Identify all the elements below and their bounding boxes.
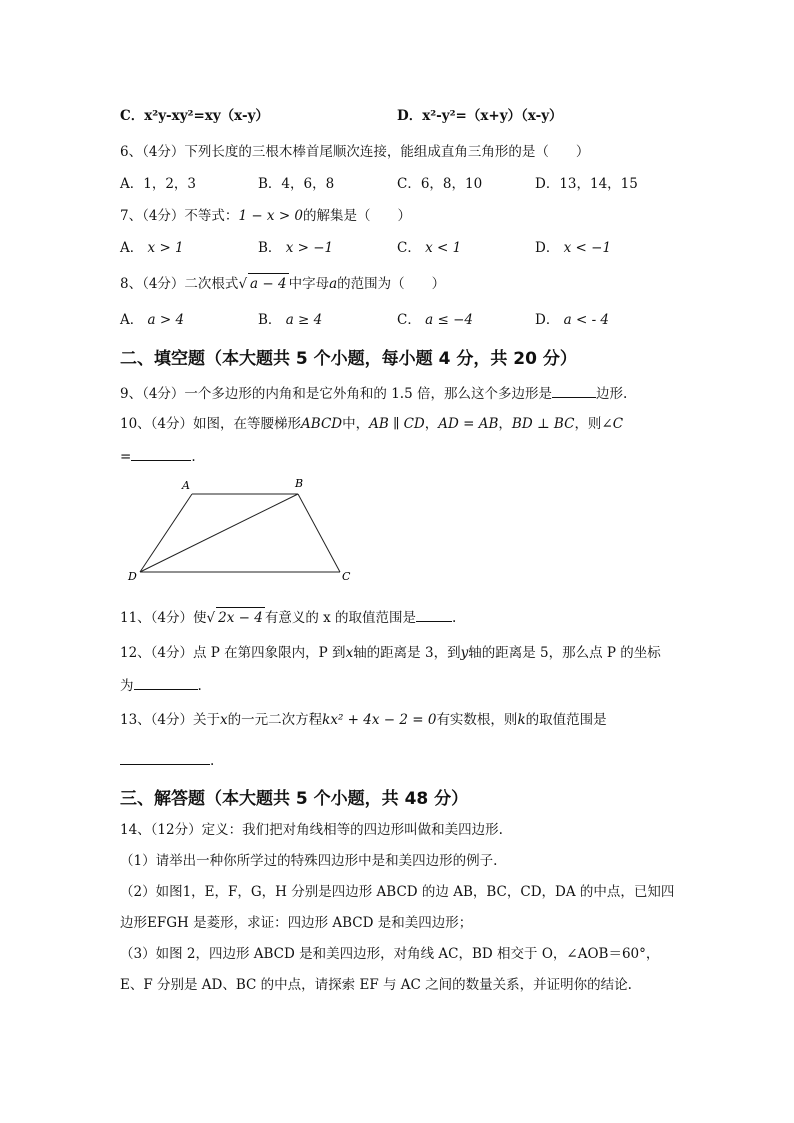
q13-stem [120, 710, 607, 730]
q13-mid2: 有实数根，则 [436, 712, 518, 728]
q8-stem-var: a [329, 276, 338, 292]
q9-stem-suffix: 边形. [595, 386, 628, 402]
q10-answer-blank[interactable] [131, 446, 191, 461]
q10-equals: = [120, 449, 132, 465]
section-heading-solutions: 三、解答题（本大题共 5 个小题，共 48 分） [120, 789, 469, 809]
q7-option-a-label: A． [120, 240, 144, 256]
q7-option-c [397, 238, 461, 258]
q13-mid: 的一元二次方程 [227, 712, 323, 728]
q12-var-y: y [460, 645, 469, 661]
q12-stem-line1 [120, 643, 661, 663]
q8-option-d-math: a < - 4 [563, 312, 610, 328]
segment-bc [298, 494, 340, 572]
q6-option-c: C．6，8，10 [397, 176, 483, 192]
q7-option-a-math: x > 1 [147, 240, 184, 256]
q8-option-b [258, 310, 322, 330]
trapezoid-figure [122, 474, 362, 589]
q8-option-d [535, 310, 609, 330]
q11-stem-suffix: 有意义的 x 的取值范围是 [264, 610, 417, 626]
q8-option-a [120, 310, 184, 330]
q10-target-angle: ∠C [601, 416, 624, 432]
q5-option-c: C．x²y-xy²=xy（x-y） [120, 108, 269, 124]
q6-option-d: D．13，14，15 [535, 176, 638, 192]
segment-da [140, 494, 192, 572]
q12-text-a: 12、（4分）点 P 在第四象限内，P 到 [120, 645, 346, 661]
q10-sep-3: ，则 [574, 416, 602, 432]
q11-radicand: 2x − 4 [216, 607, 265, 628]
q8-stem [120, 273, 445, 294]
q7-option-b-label: B． [258, 240, 282, 256]
q13-var-k: k [517, 712, 526, 728]
q10-condition-parallel: AB ∥ CD [369, 416, 425, 432]
q7-option-c-math: x < 1 [425, 240, 462, 256]
q9-stem-prefix: 9、（4分）一个多边形的内角和是它外角和的 1.5 倍，那么这个多边形是 [120, 386, 552, 402]
q7-option-d [535, 238, 611, 258]
q10-end: . [191, 449, 196, 465]
q8-option-b-math: a ≥ 4 [285, 312, 323, 328]
q12-end: . [197, 678, 202, 694]
q12-text-c: 轴的距离是 5，那么点 P 的坐标 [468, 645, 661, 661]
q14-part2-line1: （2）如图1，E，F，G，H 分别是四边形 ABCD 的边 AB，BC，CD，DA 的中点，已知四 [120, 884, 675, 900]
radical-sign-icon: √ [206, 610, 216, 626]
q8-option-a-label: A． [120, 312, 144, 328]
radical-sign-icon: √ [238, 276, 248, 292]
q10-sep-2: ， [498, 416, 512, 432]
q13-equation: kx² + 4x − 2 = 0 [322, 712, 437, 728]
q11-end: . [452, 610, 457, 626]
q14-stem: 14、（12分）定义：我们把对角线相等的四边形叫做和美四边形. [120, 822, 503, 838]
q9-stem [120, 383, 627, 404]
q14-part1: （1）请举出一种你所学过的特殊四边形中是和美四边形的例子. [120, 853, 498, 869]
q12-var-x: x [345, 645, 354, 661]
q9-answer-blank[interactable] [552, 383, 596, 398]
q10-stem [120, 414, 623, 434]
q12-stem-line2 [120, 675, 202, 696]
q14-part3-line1: （3）如图 2，四边形 ABCD 是和美四边形，对角线 AC，BD 相交于 O，∠AOB＝60°， [120, 946, 660, 962]
q14-part3-line2: E、F 分别是 AD、BC 的中点，请探索 EF 与 AC 之间的数量关系，并证明你的结论. [120, 977, 632, 993]
q8-option-b-label: B． [258, 312, 282, 328]
q6-option-a: A．1，2，3 [120, 176, 197, 192]
q6-option-b: B．4，6，8 [258, 176, 335, 192]
q7-stem-suffix: 的解集是（ ） [303, 208, 412, 224]
q10-mid-text: 中， [342, 416, 370, 432]
q13-stem-prefix: 13、（4分）关于 [120, 712, 221, 728]
q8-radicand: a − 4 [248, 273, 289, 294]
q13-suffix: 的取值范围是 [525, 712, 607, 728]
section-heading-fill-in: 二、填空题（本大题共 5 个小题，每小题 4 分，共 20 分） [120, 349, 577, 369]
q13-var-x: x [220, 712, 228, 728]
q7-option-d-label: D． [535, 240, 560, 256]
q8-stem-middle: 中字母 [288, 276, 330, 292]
q8-stem-suffix: 的范围为（ ） [337, 276, 446, 292]
q10-answer-line [120, 446, 196, 467]
q8-option-d-label: D． [535, 312, 560, 328]
q10-condition-perpendicular: BD ⊥ BC [511, 416, 575, 432]
q11-stem-prefix: 11、（4分）使 [120, 610, 207, 626]
q7-option-b [258, 238, 333, 258]
q11-answer-blank[interactable] [416, 607, 452, 622]
q6-stem: 6、（4分）下列长度的三根木棒首尾顺次连接，能组成直角三角形的是（ ） [120, 144, 590, 160]
q7-stem-prefix: 7、（4分）不等式： [120, 208, 239, 224]
q13-answer-line [120, 750, 214, 771]
q12-text-b: 轴的距离是 3，到 [353, 645, 461, 661]
q7-option-c-label: C． [397, 240, 421, 256]
q10-stem-prefix: 10、（4分）如图，在等腰梯形 [120, 416, 302, 432]
q13-end: . [210, 753, 215, 769]
vertex-label-a: A [182, 479, 190, 492]
q7-option-a [120, 238, 184, 258]
diagonal-bd [140, 494, 298, 572]
q7-option-b-math: x > −1 [285, 240, 334, 256]
q10-trapezoid-name: ABCD [301, 416, 343, 432]
q12-answer-blank[interactable] [134, 675, 198, 690]
q10-condition-equal: AD = AB [438, 416, 499, 432]
q7-stem-inequality: 1 − x > 0 [238, 208, 304, 224]
q8-stem-prefix: 8、（4分）二次根式 [120, 276, 239, 292]
q8-option-c-math: a ≤ −4 [425, 312, 473, 328]
vertex-label-d: D [128, 570, 137, 583]
q10-sep-1: ， [424, 416, 439, 432]
q8-option-c-label: C． [397, 312, 421, 328]
q7-option-d-math: x < −1 [563, 240, 612, 256]
q14-part2-line2: 边形EFGH 是菱形，求证：四边形 ABCD 是和美四边形； [120, 915, 473, 931]
vertex-label-c: C [342, 570, 351, 583]
q12-line2-prefix: 为 [120, 678, 134, 694]
q7-stem [120, 206, 411, 226]
q11-stem [120, 607, 456, 628]
q5-option-d: D．x²-y²=（x+y）（x-y） [397, 108, 563, 124]
q8-option-a-math: a > 4 [147, 312, 185, 328]
q13-answer-blank[interactable] [120, 750, 210, 765]
vertex-label-b: B [295, 477, 304, 490]
q8-option-c [397, 310, 473, 330]
